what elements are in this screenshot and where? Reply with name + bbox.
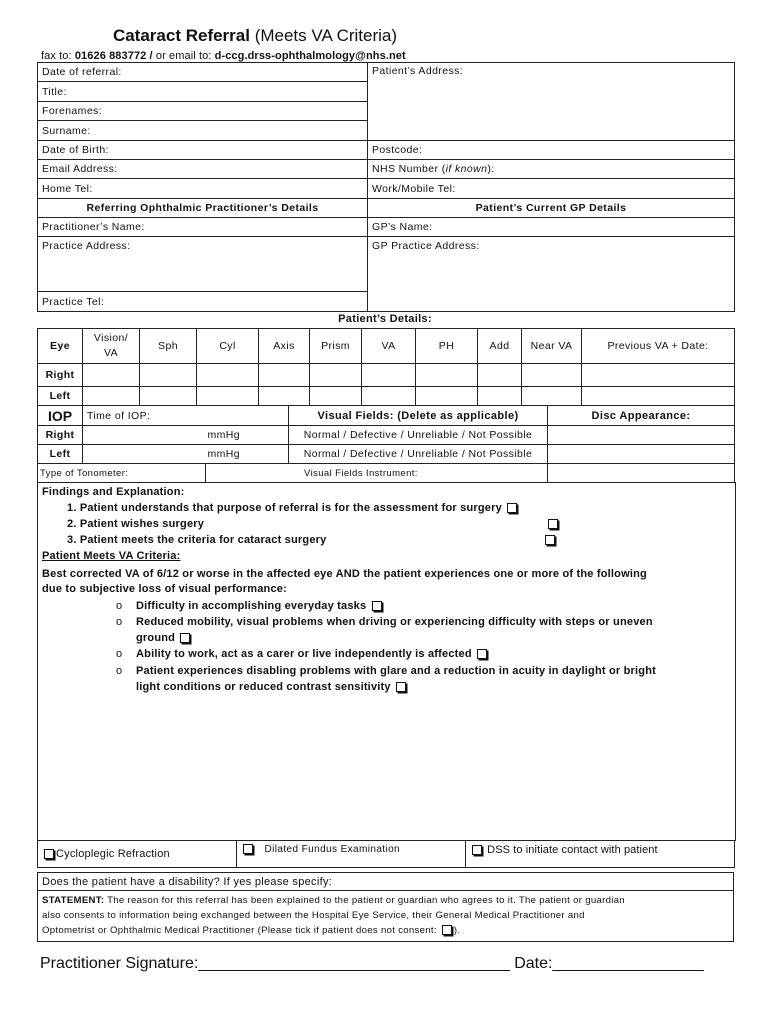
va-criteria-heading: Patient Meets VA Criteria: <box>42 550 181 562</box>
signature-line[interactable]: Practitioner Signature:___________________________________ Date:_________________ <box>40 955 704 972</box>
forenames-field[interactable]: Forenames: <box>38 102 368 121</box>
home-tel-field[interactable]: Home Tel: <box>38 179 368 199</box>
dss-option[interactable]: DSS to initiate contact with patient <box>466 841 735 868</box>
disability-field[interactable]: Does the patient have a disability? If yes please specify: <box>38 873 734 891</box>
practice-tel-field[interactable]: Practice Tel: <box>38 292 368 312</box>
finding-item-3-checkbox[interactable] <box>543 534 557 546</box>
refraction-table <box>37 328 735 406</box>
col-add: Add <box>478 329 522 364</box>
iop-right-field[interactable]: mmHg <box>83 426 289 445</box>
checkbox-icon[interactable] <box>472 845 482 855</box>
practitioner-heading: Referring Ophthalmic Practitioner’s Details <box>38 199 368 218</box>
bullet-icon: o <box>116 648 123 660</box>
tonometer-label: Type of Tonometer: <box>38 464 206 483</box>
criteria-bullet-1: Difficulty in accomplishing everyday tasks <box>136 600 384 612</box>
col-vision: Vision/ VA <box>83 329 140 364</box>
fax-line <box>41 50 406 62</box>
row-left-label: Left <box>38 387 83 406</box>
iop-right-label: Right <box>38 426 83 445</box>
practice-address-field[interactable]: Practice Address: <box>38 237 368 292</box>
fax-number: 01626 883772 / <box>74 50 156 62</box>
criteria-bullet-2: Reduced mobility, visual problems when driving or experiencing difficulty with steps or uneven <box>136 616 653 628</box>
col-prism: Prism <box>310 329 362 364</box>
email-label: or email to: <box>155 50 215 62</box>
col-axis: Axis <box>259 329 310 364</box>
time-of-iop-field[interactable]: Time of IOP: <box>83 406 289 426</box>
checkbox-icon[interactable] <box>243 844 253 854</box>
checkbox-icon[interactable] <box>548 519 558 529</box>
gp-name-field[interactable]: GP’s Name: <box>368 218 735 237</box>
criteria-bullet-2-cont: ground <box>136 632 192 644</box>
finding-item-2-checkbox[interactable] <box>546 518 560 530</box>
date-label: Date: <box>509 955 553 972</box>
patient-address-field[interactable]: Patient’s Address: <box>368 63 735 141</box>
patient-details-heading: Patient’s Details: <box>338 313 432 325</box>
va-criteria-line-2: due to subjective loss of visual performance: <box>42 583 287 595</box>
finding-item-3: 3. Patient meets the criteria for cataract surgery <box>67 534 327 546</box>
referral-email: d-ccg.drss-ophthalmology@nhs.net <box>214 50 406 62</box>
bullet-icon: o <box>116 665 123 677</box>
col-eye: Eye <box>38 329 83 364</box>
checkbox-icon[interactable] <box>545 535 555 545</box>
table-row <box>38 364 735 387</box>
options-table <box>37 840 735 868</box>
checkbox-icon[interactable] <box>396 682 406 692</box>
vf-instrument-label: Visual Fields Instrument: <box>206 464 548 483</box>
checkbox-icon[interactable] <box>372 601 382 611</box>
title-bold: Cataract Referral <box>112 26 250 45</box>
criteria-bullet-4: Patient experiences disabling problems with glare and a reduction in acuity in daylight or bright <box>136 665 656 677</box>
iop-left-label: Left <box>38 445 83 464</box>
disc-right-field[interactable] <box>548 426 735 445</box>
form-title <box>0 26 510 46</box>
col-cyl: Cyl <box>197 329 259 364</box>
bullet-icon: o <box>116 600 123 612</box>
finding-item-1: 1. Patient understands that purpose of referral is for the assessment for surgery <box>67 502 519 514</box>
col-sph: Sph <box>140 329 197 364</box>
vf-right-options[interactable]: Normal / Defective / Unreliable / Not Possible <box>289 426 548 445</box>
checkbox-icon[interactable] <box>477 649 487 659</box>
criteria-bullet-4-cont: light conditions or reduced contrast sensitivity <box>136 681 408 693</box>
title-field[interactable]: Title: <box>38 82 368 102</box>
col-previous-va: Previous VA + Date: <box>582 329 735 364</box>
findings-heading: Findings and Explanation: <box>42 486 185 498</box>
date-of-referral-field[interactable]: Date of referral: <box>38 63 368 82</box>
statement-table <box>37 872 734 942</box>
dob-field[interactable]: Date of Birth: <box>38 141 368 160</box>
practitioner-name-field[interactable]: Practitioner’s Name: <box>38 218 368 237</box>
bullet-icon: o <box>116 616 123 628</box>
visual-fields-heading: Visual Fields: (Delete as applicable) <box>289 406 548 426</box>
checkbox-icon[interactable] <box>44 849 54 859</box>
gp-practice-address-field[interactable]: GP Practice Address: <box>368 237 735 312</box>
col-va: VA <box>362 329 416 364</box>
cycloplegic-option[interactable]: Cycloplegic Refraction <box>38 841 237 868</box>
email-field[interactable]: Email Address: <box>38 160 368 179</box>
findings-section <box>37 482 736 841</box>
patient-info-table <box>37 62 735 312</box>
checkbox-icon[interactable] <box>180 633 190 643</box>
vf-instrument-field[interactable] <box>548 464 735 483</box>
iop-table <box>37 405 735 483</box>
iop-label: IOP <box>38 406 83 426</box>
statement-label: STATEMENT: <box>42 895 105 906</box>
va-criteria-line-1: Best corrected VA of 6/12 or worse in the affected eye AND the patient experiences one or more of the following <box>42 568 647 580</box>
col-ph: PH <box>416 329 478 364</box>
checkbox-icon[interactable] <box>507 503 517 513</box>
nhs-number-field[interactable]: NHS Number (if known): <box>368 160 735 179</box>
col-near-va: Near VA <box>522 329 582 364</box>
finding-item-2: 2. Patient wishes surgery <box>67 518 205 530</box>
fax-label: fax to: <box>41 50 75 62</box>
criteria-bullet-3: Ability to work, act as a carer or live independently is affected <box>136 648 489 660</box>
consent-checkbox[interactable] <box>442 925 452 935</box>
fundus-option[interactable]: Dilated Fundus Examination <box>237 841 466 868</box>
title-rest: (Meets VA Criteria) <box>249 26 398 45</box>
statement-block: STATEMENT: The reason for this referral has been explained to the patient or guardian who agrees to it. The patient or guardian also consents to information being exchanged between the Hospital Eye Service, their General Medical Practitioner and Optometrist or Ophthalmic Medical Practitioner (Please tick if patient does not consent: ). <box>38 891 734 942</box>
disc-left-field[interactable] <box>548 445 735 464</box>
postcode-field[interactable]: Postcode: <box>368 141 735 160</box>
surname-field[interactable]: Surname: <box>38 121 368 141</box>
work-tel-field[interactable]: Work/Mobile Tel: <box>368 179 735 199</box>
iop-left-field[interactable]: mmHg <box>83 445 289 464</box>
signature-label: Practitioner Signature: <box>40 955 199 972</box>
vf-left-options[interactable]: Normal / Defective / Unreliable / Not Possible <box>289 445 548 464</box>
row-right-label: Right <box>38 364 83 387</box>
gp-heading: Patient’s Current GP Details <box>368 199 735 218</box>
disc-appearance-heading: Disc Appearance: <box>548 406 735 426</box>
table-row <box>38 387 735 406</box>
